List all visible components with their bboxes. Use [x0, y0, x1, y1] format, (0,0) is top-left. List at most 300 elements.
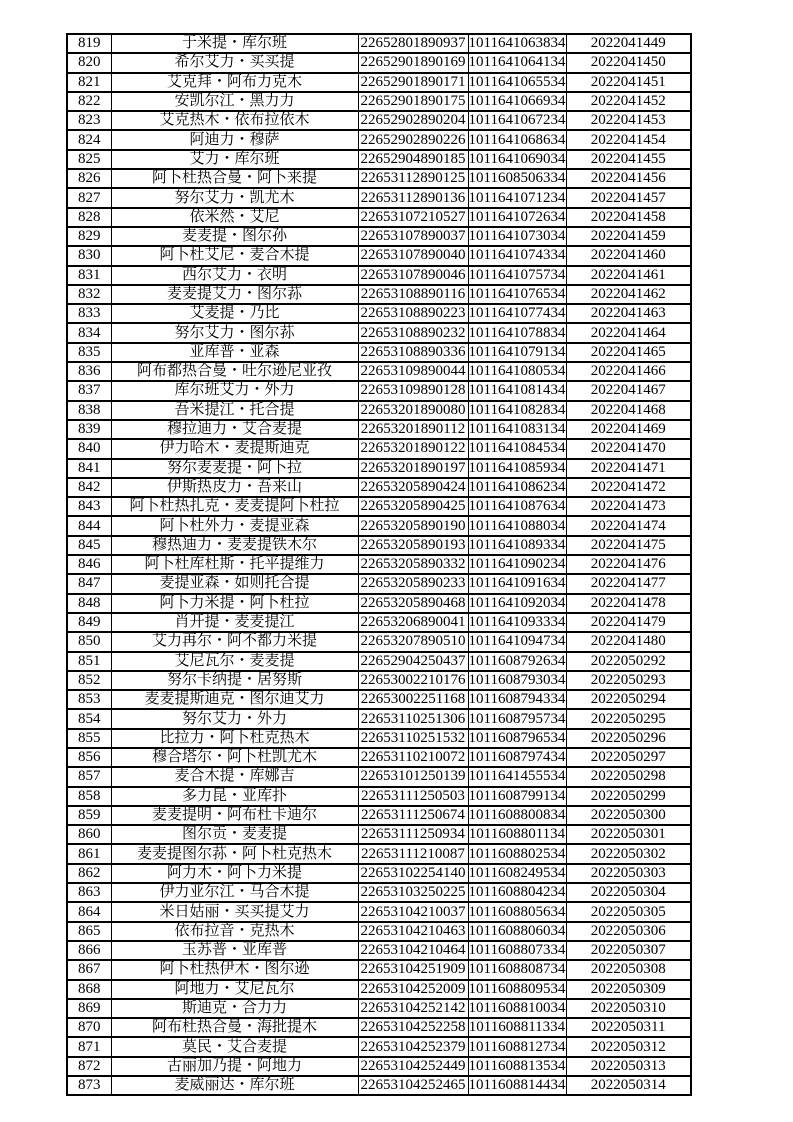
table-row	[67, 536, 691, 555]
serial-number-cell: 2022041451	[566, 73, 691, 92]
table-row	[67, 902, 691, 921]
row-index-cell: 868	[67, 980, 111, 999]
row-index-cell: 873	[67, 1076, 111, 1095]
table-row	[67, 266, 691, 285]
row-index-cell: 829	[67, 227, 111, 246]
row-index-cell: 861	[67, 844, 111, 863]
name-cell: 斯迪克・合力力	[111, 999, 358, 1018]
serial-number-cell: 2022050299	[566, 787, 691, 806]
name-cell: 图尔贡・麦麦提	[111, 825, 358, 844]
name-cell: 艾力再尔・阿不都力米提	[111, 632, 358, 651]
id-number-cell: 22653201890122	[358, 439, 468, 458]
name-cell: 阿布都热合曼・吐尔逊尼亚孜	[111, 362, 358, 381]
secondary-number-cell: 1011641091634	[468, 574, 566, 593]
table-row	[67, 806, 691, 825]
name-cell: 伊力哈木・麦提斯迪克	[111, 439, 358, 458]
serial-number-cell: 2022041456	[566, 169, 691, 188]
serial-number-cell: 2022041478	[566, 594, 691, 613]
name-cell: 比拉力・阿卜杜克热木	[111, 729, 358, 748]
table-row	[67, 420, 691, 439]
secondary-number-cell: 1011641092034	[468, 594, 566, 613]
secondary-number-cell: 1011608807334	[468, 941, 566, 960]
table-row	[67, 343, 691, 362]
id-number-cell: 22653205890424	[358, 478, 468, 497]
row-index-cell: 834	[67, 323, 111, 342]
serial-number-cell: 2022050301	[566, 825, 691, 844]
table-row	[67, 130, 691, 149]
table-row	[67, 1018, 691, 1037]
serial-number-cell: 2022050304	[566, 883, 691, 902]
name-cell: 依米然・艾尼	[111, 208, 358, 227]
table-row	[67, 439, 691, 458]
name-cell: 西尔艾力・衣明	[111, 266, 358, 285]
name-cell: 米日姑丽・买买提艾力	[111, 902, 358, 921]
id-number-cell: 22653110251532	[358, 729, 468, 748]
secondary-number-cell: 1011608812734	[468, 1037, 566, 1056]
row-index-cell: 865	[67, 922, 111, 941]
row-index-cell: 820	[67, 53, 111, 72]
secondary-number-cell: 1011608808734	[468, 960, 566, 979]
serial-number-cell: 2022041472	[566, 478, 691, 497]
secondary-number-cell: 1011641085934	[468, 459, 566, 478]
id-number-cell: 22652901890171	[358, 73, 468, 92]
table-row	[67, 304, 691, 323]
id-number-cell: 22652801890937	[358, 34, 468, 53]
row-index-cell: 832	[67, 285, 111, 304]
id-number-cell: 22653002210176	[358, 671, 468, 690]
row-index-cell: 869	[67, 999, 111, 1018]
name-cell: 麦麦提明・阿布杜卡迪尔	[111, 806, 358, 825]
table-row	[67, 748, 691, 767]
id-number-cell: 22653110251306	[358, 709, 468, 728]
serial-number-cell: 2022041473	[566, 497, 691, 516]
serial-number-cell: 2022050309	[566, 980, 691, 999]
row-index-cell: 858	[67, 787, 111, 806]
name-cell: 阿卜杜艾尼・麦合木提	[111, 246, 358, 265]
row-index-cell: 847	[67, 574, 111, 593]
table-row	[67, 34, 691, 53]
secondary-number-cell: 1011641073034	[468, 227, 566, 246]
row-index-cell: 839	[67, 420, 111, 439]
row-index-cell: 848	[67, 594, 111, 613]
id-number-cell: 22653110210072	[358, 748, 468, 767]
row-index-cell: 855	[67, 729, 111, 748]
secondary-number-cell: 1011641086234	[468, 478, 566, 497]
id-number-cell: 22653201890112	[358, 420, 468, 439]
table-row	[67, 73, 691, 92]
id-number-cell: 22653111210087	[358, 844, 468, 863]
row-index-cell: 846	[67, 555, 111, 574]
name-cell: 希尔艾力・买买提	[111, 53, 358, 72]
id-number-cell: 22653111250934	[358, 825, 468, 844]
table-row	[67, 613, 691, 632]
serial-number-cell: 2022041471	[566, 459, 691, 478]
serial-number-cell: 2022041449	[566, 34, 691, 53]
serial-number-cell: 2022050307	[566, 941, 691, 960]
name-cell: 阿迪力・穆萨	[111, 130, 358, 149]
name-cell: 阿力木・阿卜力米提	[111, 864, 358, 883]
table-row	[67, 1057, 691, 1076]
id-number-cell: 22653104210463	[358, 922, 468, 941]
secondary-number-cell: 1011641066934	[468, 92, 566, 111]
row-index-cell: 840	[67, 439, 111, 458]
secondary-number-cell: 1011608809534	[468, 980, 566, 999]
serial-number-cell: 2022041475	[566, 536, 691, 555]
serial-number-cell: 2022050303	[566, 864, 691, 883]
id-number-cell: 22653207890510	[358, 632, 468, 651]
row-index-cell: 863	[67, 883, 111, 902]
secondary-number-cell: 1011641093334	[468, 613, 566, 632]
table-row	[67, 1037, 691, 1056]
secondary-number-cell: 1011641082834	[468, 401, 566, 420]
name-cell: 阿布杜热合曼・海批提木	[111, 1018, 358, 1037]
name-cell: 古丽加乃提・阿地力	[111, 1057, 358, 1076]
table-row	[67, 922, 691, 941]
records-table	[66, 33, 692, 1096]
secondary-number-cell: 1011608806034	[468, 922, 566, 941]
table-row	[67, 150, 691, 169]
secondary-number-cell: 1011641088034	[468, 516, 566, 535]
table-row	[67, 574, 691, 593]
name-cell: 玉苏普・亚库普	[111, 941, 358, 960]
name-cell: 努尔艾力・凯尤木	[111, 188, 358, 207]
serial-number-cell: 2022050314	[566, 1076, 691, 1095]
serial-number-cell: 2022050310	[566, 999, 691, 1018]
table-row	[67, 883, 691, 902]
serial-number-cell: 2022041461	[566, 266, 691, 285]
name-cell: 麦合木提・库娜吉	[111, 767, 358, 786]
table-row	[67, 652, 691, 671]
serial-number-cell: 2022041458	[566, 208, 691, 227]
id-number-cell: 22653101250139	[358, 767, 468, 786]
secondary-number-cell: 1011608506334	[468, 169, 566, 188]
secondary-number-cell: 1011641094734	[468, 632, 566, 651]
id-number-cell: 22653205890193	[358, 536, 468, 555]
id-number-cell: 22653104252258	[358, 1018, 468, 1037]
id-number-cell: 22653205890233	[358, 574, 468, 593]
id-number-cell: 22653107890040	[358, 246, 468, 265]
table-row	[67, 111, 691, 130]
name-cell: 阿卜杜热合曼・阿卜来提	[111, 169, 358, 188]
serial-number-cell: 2022041455	[566, 150, 691, 169]
row-index-cell: 830	[67, 246, 111, 265]
row-index-cell: 823	[67, 111, 111, 130]
table-row	[67, 246, 691, 265]
secondary-number-cell: 1011641071234	[468, 188, 566, 207]
id-number-cell: 22653201890080	[358, 401, 468, 420]
name-cell: 伊力亚尔江・马合木提	[111, 883, 358, 902]
table-row	[67, 767, 691, 786]
serial-number-cell: 2022041462	[566, 285, 691, 304]
secondary-number-cell: 1011608804234	[468, 883, 566, 902]
serial-number-cell: 2022041452	[566, 92, 691, 111]
secondary-number-cell: 1011641064134	[468, 53, 566, 72]
row-index-cell: 837	[67, 381, 111, 400]
id-number-cell: 22653107890037	[358, 227, 468, 246]
name-cell: 阿卜杜外力・麦提亚森	[111, 516, 358, 535]
secondary-number-cell: 1011641084534	[468, 439, 566, 458]
serial-number-cell: 2022041453	[566, 111, 691, 130]
name-cell: 多力昆・亚库扑	[111, 787, 358, 806]
table-row	[67, 53, 691, 72]
serial-number-cell: 2022050306	[566, 922, 691, 941]
serial-number-cell: 2022041470	[566, 439, 691, 458]
id-number-cell: 22653205890425	[358, 497, 468, 516]
id-number-cell: 22652902890226	[358, 130, 468, 149]
id-number-cell: 22653108890232	[358, 323, 468, 342]
name-cell: 艾克热木・依布拉依木	[111, 111, 358, 130]
id-number-cell: 22653102254140	[358, 864, 468, 883]
row-index-cell: 833	[67, 304, 111, 323]
table-row	[67, 960, 691, 979]
table-row	[67, 285, 691, 304]
name-cell: 于米提・库尔班	[111, 34, 358, 53]
name-cell: 吾米提江・托合提	[111, 401, 358, 420]
row-index-cell: 828	[67, 208, 111, 227]
secondary-number-cell: 1011641069034	[468, 150, 566, 169]
row-index-cell: 851	[67, 652, 111, 671]
row-index-cell: 859	[67, 806, 111, 825]
name-cell: 依布拉音・克热木	[111, 922, 358, 941]
table-row	[67, 323, 691, 342]
row-index-cell: 857	[67, 767, 111, 786]
name-cell: 艾克拜・阿布力克木	[111, 73, 358, 92]
records-table-body	[67, 34, 691, 1095]
serial-number-cell: 2022041454	[566, 130, 691, 149]
serial-number-cell: 2022041465	[566, 343, 691, 362]
table-row	[67, 980, 691, 999]
table-row	[67, 671, 691, 690]
secondary-number-cell: 1011641079134	[468, 343, 566, 362]
row-index-cell: 854	[67, 709, 111, 728]
secondary-number-cell: 1011641076534	[468, 285, 566, 304]
name-cell: 阿卜杜库杜斯・托平提维力	[111, 555, 358, 574]
serial-number-cell: 2022050308	[566, 960, 691, 979]
id-number-cell: 22653104252379	[358, 1037, 468, 1056]
name-cell: 穆合塔尔・阿卜杜凯尤木	[111, 748, 358, 767]
serial-number-cell: 2022041467	[566, 381, 691, 400]
row-index-cell: 860	[67, 825, 111, 844]
row-index-cell: 843	[67, 497, 111, 516]
table-row	[67, 844, 691, 863]
row-index-cell: 821	[67, 73, 111, 92]
table-row	[67, 941, 691, 960]
serial-number-cell: 2022041466	[566, 362, 691, 381]
secondary-number-cell: 1011608797434	[468, 748, 566, 767]
table-row	[67, 729, 691, 748]
secondary-number-cell: 1011641078834	[468, 323, 566, 342]
table-row	[67, 1076, 691, 1095]
secondary-number-cell: 1011608811334	[468, 1018, 566, 1037]
serial-number-cell: 2022041463	[566, 304, 691, 323]
row-index-cell: 862	[67, 864, 111, 883]
id-number-cell: 22653108890336	[358, 343, 468, 362]
id-number-cell: 22652904250437	[358, 652, 468, 671]
table-row	[67, 999, 691, 1018]
secondary-number-cell: 1011608249534	[468, 864, 566, 883]
id-number-cell: 22653104252009	[358, 980, 468, 999]
table-row	[67, 459, 691, 478]
serial-number-cell: 2022050294	[566, 690, 691, 709]
secondary-number-cell: 1011608805634	[468, 902, 566, 921]
row-index-cell: 850	[67, 632, 111, 651]
id-number-cell: 22653205890190	[358, 516, 468, 535]
name-cell: 安凯尔江・黑力力	[111, 92, 358, 111]
row-index-cell: 831	[67, 266, 111, 285]
serial-number-cell: 2022050312	[566, 1037, 691, 1056]
serial-number-cell: 2022041476	[566, 555, 691, 574]
row-index-cell: 841	[67, 459, 111, 478]
secondary-number-cell: 1011641081434	[468, 381, 566, 400]
name-cell: 穆拉迪力・艾合麦提	[111, 420, 358, 439]
table-row	[67, 169, 691, 188]
id-number-cell: 22653205890468	[358, 594, 468, 613]
row-index-cell: 819	[67, 34, 111, 53]
id-number-cell: 22653104252142	[358, 999, 468, 1018]
row-index-cell: 872	[67, 1057, 111, 1076]
table-row	[67, 709, 691, 728]
row-index-cell: 838	[67, 401, 111, 420]
row-index-cell: 845	[67, 536, 111, 555]
serial-number-cell: 2022050311	[566, 1018, 691, 1037]
name-cell: 麦提亚森・如则托合提	[111, 574, 358, 593]
id-number-cell: 22652904890185	[358, 150, 468, 169]
secondary-number-cell: 1011608799134	[468, 787, 566, 806]
id-number-cell: 22652901890169	[358, 53, 468, 72]
secondary-number-cell: 1011641077434	[468, 304, 566, 323]
table-row	[67, 594, 691, 613]
serial-number-cell: 2022050293	[566, 671, 691, 690]
serial-number-cell: 2022041480	[566, 632, 691, 651]
table-row	[67, 864, 691, 883]
name-cell: 努尔麦麦提・阿卜拉	[111, 459, 358, 478]
secondary-number-cell: 1011608793034	[468, 671, 566, 690]
name-cell: 努尔艾力・外力	[111, 709, 358, 728]
row-index-cell: 853	[67, 690, 111, 709]
secondary-number-cell: 1011641089334	[468, 536, 566, 555]
secondary-number-cell: 1011608810034	[468, 999, 566, 1018]
serial-number-cell: 2022050297	[566, 748, 691, 767]
id-number-cell: 22653201890197	[358, 459, 468, 478]
id-number-cell: 22653109890044	[358, 362, 468, 381]
row-index-cell: 849	[67, 613, 111, 632]
serial-number-cell: 2022041477	[566, 574, 691, 593]
id-number-cell: 22653104210037	[358, 902, 468, 921]
secondary-number-cell: 1011608800834	[468, 806, 566, 825]
id-number-cell: 22653104252449	[358, 1057, 468, 1076]
name-cell: 麦麦提斯迪克・图尔迪艾力	[111, 690, 358, 709]
serial-number-cell: 2022041468	[566, 401, 691, 420]
row-index-cell: 824	[67, 130, 111, 149]
name-cell: 艾尼瓦尔・麦麦提	[111, 652, 358, 671]
id-number-cell: 22653112890125	[358, 169, 468, 188]
row-index-cell: 826	[67, 169, 111, 188]
row-index-cell: 866	[67, 941, 111, 960]
table-row	[67, 787, 691, 806]
serial-number-cell: 2022041479	[566, 613, 691, 632]
secondary-number-cell: 1011641074334	[468, 246, 566, 265]
id-number-cell: 22653103250225	[358, 883, 468, 902]
secondary-number-cell: 1011641080534	[468, 362, 566, 381]
name-cell: 阿卜杜热扎克・麦麦提阿卜杜拉	[111, 497, 358, 516]
row-index-cell: 856	[67, 748, 111, 767]
secondary-number-cell: 1011641090234	[468, 555, 566, 574]
id-number-cell: 22653104252465	[358, 1076, 468, 1095]
name-cell: 穆热迪力・麦麦提铁木尔	[111, 536, 358, 555]
name-cell: 伊斯热皮力・吾来山	[111, 478, 358, 497]
id-number-cell: 22653206890041	[358, 613, 468, 632]
id-number-cell: 22653107890046	[358, 266, 468, 285]
row-index-cell: 864	[67, 902, 111, 921]
id-number-cell: 22653111250503	[358, 787, 468, 806]
name-cell: 努尔艾力・图尔荪	[111, 323, 358, 342]
serial-number-cell: 2022041459	[566, 227, 691, 246]
secondary-number-cell: 1011608814434	[468, 1076, 566, 1095]
id-number-cell: 22653108890116	[358, 285, 468, 304]
serial-number-cell: 2022050305	[566, 902, 691, 921]
secondary-number-cell: 1011608802534	[468, 844, 566, 863]
row-index-cell: 852	[67, 671, 111, 690]
table-row	[67, 401, 691, 420]
table-row	[67, 555, 691, 574]
serial-number-cell: 2022050296	[566, 729, 691, 748]
secondary-number-cell: 1011641065534	[468, 73, 566, 92]
id-number-cell: 22653112890136	[358, 188, 468, 207]
id-number-cell: 22653205890332	[358, 555, 468, 574]
secondary-number-cell: 1011641087634	[468, 497, 566, 516]
secondary-number-cell: 1011608792634	[468, 652, 566, 671]
row-index-cell: 827	[67, 188, 111, 207]
id-number-cell: 22653107210527	[358, 208, 468, 227]
name-cell: 阿卜力米提・阿卜杜拉	[111, 594, 358, 613]
secondary-number-cell: 1011641072634	[468, 208, 566, 227]
secondary-number-cell: 1011608801134	[468, 825, 566, 844]
table-row	[67, 497, 691, 516]
table-row	[67, 227, 691, 246]
name-cell: 麦麦提・图尔孙	[111, 227, 358, 246]
table-row	[67, 478, 691, 497]
serial-number-cell: 2022041474	[566, 516, 691, 535]
name-cell: 麦麦提艾力・图尔荪	[111, 285, 358, 304]
id-number-cell: 22652901890175	[358, 92, 468, 111]
name-cell: 亚库普・亚森	[111, 343, 358, 362]
row-index-cell: 871	[67, 1037, 111, 1056]
serial-number-cell: 2022041457	[566, 188, 691, 207]
row-index-cell: 844	[67, 516, 111, 535]
name-cell: 麦威丽达・库尔班	[111, 1076, 358, 1095]
serial-number-cell: 2022050298	[566, 767, 691, 786]
table-row	[67, 362, 691, 381]
table-row	[67, 825, 691, 844]
table-row	[67, 188, 691, 207]
serial-number-cell: 2022050313	[566, 1057, 691, 1076]
secondary-number-cell: 1011641067234	[468, 111, 566, 130]
serial-number-cell: 2022041464	[566, 323, 691, 342]
id-number-cell: 22653109890128	[358, 381, 468, 400]
name-cell: 麦麦提图尔荪・阿卜杜克热木	[111, 844, 358, 863]
serial-number-cell: 2022050300	[566, 806, 691, 825]
id-number-cell: 22653104251909	[358, 960, 468, 979]
name-cell: 莫民・艾合麦提	[111, 1037, 358, 1056]
row-index-cell: 835	[67, 343, 111, 362]
serial-number-cell: 2022050295	[566, 709, 691, 728]
name-cell: 肖开提・麦麦提江	[111, 613, 358, 632]
table-row	[67, 516, 691, 535]
table-row	[67, 381, 691, 400]
id-number-cell: 22652902890204	[358, 111, 468, 130]
serial-number-cell: 2022041450	[566, 53, 691, 72]
serial-number-cell: 2022050302	[566, 844, 691, 863]
